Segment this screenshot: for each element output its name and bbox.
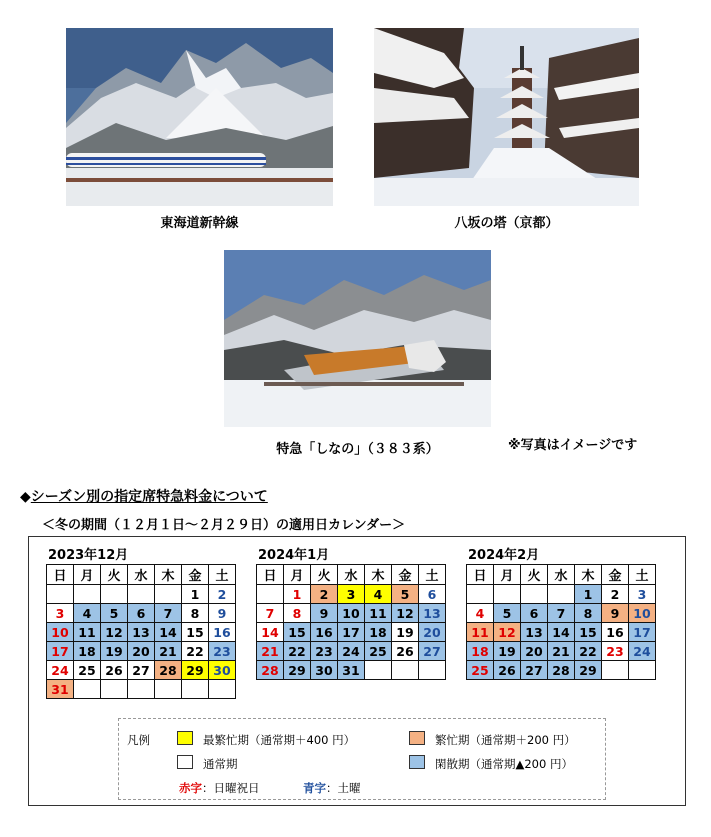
day-cell: 2 [311, 585, 338, 604]
month-grid [46, 564, 236, 699]
day-cell [365, 661, 392, 680]
day-cell: 19 [392, 623, 419, 642]
section-marker: ◆ [20, 489, 31, 505]
day-cell: 28 [155, 661, 182, 680]
day-cell: 11 [365, 604, 392, 623]
day-cell: 9 [602, 604, 629, 623]
day-cell: 24 [47, 661, 74, 680]
weekday-header: 木 [575, 565, 602, 585]
day-cell: 10 [47, 623, 74, 642]
day-cell [257, 585, 284, 604]
day-cell: 14 [155, 623, 182, 642]
day-cell: 13 [419, 604, 446, 623]
day-cell: 13 [521, 623, 548, 642]
day-cell: 28 [548, 661, 575, 680]
day-cell [548, 585, 575, 604]
weekday-header: 火 [521, 565, 548, 585]
day-cell: 15 [575, 623, 602, 642]
day-cell: 13 [128, 623, 155, 642]
calendar-subheading: ＜冬の期間（１２月１日～２月２９日）の適用日カレンダー＞ [42, 518, 406, 533]
day-cell [74, 585, 101, 604]
shinkansen-photo [66, 28, 333, 206]
day-cell: 1 [182, 585, 209, 604]
day-cell: 8 [284, 604, 311, 623]
day-cell [128, 585, 155, 604]
calendar-january-2024 [256, 548, 446, 680]
week-row [257, 661, 446, 680]
day-cell: 23 [311, 642, 338, 661]
day-cell: 25 [74, 661, 101, 680]
day-cell [47, 585, 74, 604]
calendar-december-2023 [46, 548, 236, 699]
day-cell: 20 [521, 642, 548, 661]
weekday-header: 水 [338, 565, 365, 585]
day-cell: 11 [74, 623, 101, 642]
day-cell: 27 [128, 661, 155, 680]
day-cell: 24 [338, 642, 365, 661]
weekday-header: 金 [602, 565, 629, 585]
day-cell: 5 [101, 604, 128, 623]
day-cell: 16 [311, 623, 338, 642]
section-title: シーズン別の指定席特急料金について [30, 489, 268, 505]
week-row [47, 680, 236, 699]
month-grid [256, 564, 446, 680]
day-cell: 21 [155, 642, 182, 661]
day-cell: 7 [155, 604, 182, 623]
calendar-february-2024 [466, 548, 656, 680]
day-cell: 4 [467, 604, 494, 623]
day-cell: 20 [128, 642, 155, 661]
day-cell [467, 585, 494, 604]
day-cell: 6 [419, 585, 446, 604]
weekday-header: 土 [419, 565, 446, 585]
day-cell: 30 [311, 661, 338, 680]
weekday-header: 水 [128, 565, 155, 585]
legend-swatch-normal [177, 755, 193, 769]
weekday-header: 火 [311, 565, 338, 585]
day-cell: 16 [602, 623, 629, 642]
week-row [467, 642, 656, 661]
day-cell: 24 [629, 642, 656, 661]
day-cell: 22 [284, 642, 311, 661]
day-cell: 17 [338, 623, 365, 642]
legend-blue-desc: ：土曜 [326, 781, 361, 795]
week-row [467, 604, 656, 623]
week-row [257, 642, 446, 661]
day-cell: 22 [575, 642, 602, 661]
day-cell: 9 [311, 604, 338, 623]
day-cell [182, 680, 209, 699]
week-row [47, 642, 236, 661]
day-cell: 4 [365, 585, 392, 604]
day-cell: 8 [182, 604, 209, 623]
day-cell: 1 [284, 585, 311, 604]
weekday-header: 火 [101, 565, 128, 585]
day-cell [155, 680, 182, 699]
day-cell: 22 [182, 642, 209, 661]
day-cell: 31 [47, 680, 74, 699]
day-cell: 6 [128, 604, 155, 623]
day-cell: 2 [209, 585, 236, 604]
day-cell: 4 [74, 604, 101, 623]
day-cell: 15 [284, 623, 311, 642]
day-cell: 12 [101, 623, 128, 642]
day-cell: 21 [548, 642, 575, 661]
day-cell: 26 [494, 661, 521, 680]
day-cell: 29 [284, 661, 311, 680]
day-cell: 19 [101, 642, 128, 661]
day-cell: 30 [209, 661, 236, 680]
month-grid [466, 564, 656, 680]
day-cell: 26 [101, 661, 128, 680]
shinano-photo [224, 250, 491, 427]
legend-blue-word: 青字 [303, 781, 326, 795]
day-cell: 6 [521, 604, 548, 623]
day-cell [419, 661, 446, 680]
legend-swatch-peak [177, 731, 193, 745]
day-cell: 12 [494, 623, 521, 642]
day-cell: 2 [602, 585, 629, 604]
day-cell: 27 [419, 642, 446, 661]
week-row [47, 604, 236, 623]
legend-normal-label: 通常期 [203, 757, 238, 771]
day-cell: 18 [467, 642, 494, 661]
photo-note: ※写真はイメージです [508, 438, 638, 453]
photo-caption-shinano: 特急「しなの」（３８３系） [276, 442, 439, 457]
week-row [47, 585, 236, 604]
day-cell: 27 [521, 661, 548, 680]
weekday-header: 日 [467, 565, 494, 585]
legend-swatch-off [409, 755, 425, 769]
weekday-header: 日 [47, 565, 74, 585]
legend-swatch-busy [409, 731, 425, 745]
day-cell: 25 [365, 642, 392, 661]
day-cell [128, 680, 155, 699]
week-row [257, 585, 446, 604]
day-cell: 10 [338, 604, 365, 623]
legend-blue-note [303, 780, 361, 796]
day-cell: 26 [392, 642, 419, 661]
weekday-header: 月 [284, 565, 311, 585]
day-cell: 1 [575, 585, 602, 604]
day-cell: 29 [182, 661, 209, 680]
day-cell: 9 [209, 604, 236, 623]
day-cell: 3 [47, 604, 74, 623]
day-cell: 3 [338, 585, 365, 604]
day-cell [521, 585, 548, 604]
weekday-header: 金 [182, 565, 209, 585]
weekday-header: 木 [155, 565, 182, 585]
day-cell [629, 661, 656, 680]
day-cell: 17 [629, 623, 656, 642]
day-cell: 8 [575, 604, 602, 623]
week-row [467, 623, 656, 642]
weekday-header: 月 [74, 565, 101, 585]
day-cell: 14 [257, 623, 284, 642]
day-cell: 11 [467, 623, 494, 642]
day-cell [392, 661, 419, 680]
weekday-header: 土 [209, 565, 236, 585]
weekday-header: 木 [365, 565, 392, 585]
day-cell [209, 680, 236, 699]
legend-busy-label: 繁忙期（通常期＋200 円） [435, 733, 576, 747]
legend-title: 凡例 [127, 733, 150, 747]
day-cell [602, 661, 629, 680]
day-cell: 25 [467, 661, 494, 680]
day-cell: 5 [494, 604, 521, 623]
day-cell: 29 [575, 661, 602, 680]
month-title: 2024年1月 [258, 548, 330, 563]
day-cell: 28 [257, 661, 284, 680]
day-cell: 23 [602, 642, 629, 661]
legend-off-label: 閑散期（通常期▲200 円） [435, 757, 573, 771]
day-cell [101, 585, 128, 604]
month-title: 2024年2月 [468, 548, 540, 563]
week-row [257, 604, 446, 623]
day-cell [74, 680, 101, 699]
day-cell: 23 [209, 642, 236, 661]
day-cell: 5 [392, 585, 419, 604]
week-row [467, 585, 656, 604]
photo-caption-shinkansen: 東海道新幹線 [160, 216, 239, 231]
weekday-header: 日 [257, 565, 284, 585]
weekday-header: 水 [548, 565, 575, 585]
day-cell [101, 680, 128, 699]
legend-red-word: 赤字 [179, 781, 202, 795]
photo-caption-yasaka: 八坂の塔（京都） [454, 216, 559, 231]
weekday-header: 土 [629, 565, 656, 585]
legend-peak-label: 最繁忙期（通常期＋400 円） [203, 733, 356, 747]
day-cell: 16 [209, 623, 236, 642]
day-cell: 7 [257, 604, 284, 623]
day-cell: 21 [257, 642, 284, 661]
legend-red-desc: ：日曜祝日 [202, 781, 260, 795]
day-cell: 19 [494, 642, 521, 661]
day-cell: 12 [392, 604, 419, 623]
day-cell: 15 [182, 623, 209, 642]
day-cell: 14 [548, 623, 575, 642]
section-heading [20, 486, 268, 506]
yasaka-pagoda-photo [374, 28, 639, 206]
day-cell [494, 585, 521, 604]
day-cell: 7 [548, 604, 575, 623]
day-cell [155, 585, 182, 604]
weekday-header: 月 [494, 565, 521, 585]
legend-red-note [179, 780, 260, 796]
week-row [467, 661, 656, 680]
weekday-header: 金 [392, 565, 419, 585]
week-row [257, 623, 446, 642]
legend [118, 718, 606, 800]
day-cell: 10 [629, 604, 656, 623]
day-cell: 3 [629, 585, 656, 604]
month-title: 2023年12月 [48, 548, 129, 563]
day-cell: 17 [47, 642, 74, 661]
day-cell: 20 [419, 623, 446, 642]
week-row [47, 623, 236, 642]
day-cell: 18 [365, 623, 392, 642]
day-cell: 31 [338, 661, 365, 680]
day-cell: 18 [74, 642, 101, 661]
week-row [47, 661, 236, 680]
